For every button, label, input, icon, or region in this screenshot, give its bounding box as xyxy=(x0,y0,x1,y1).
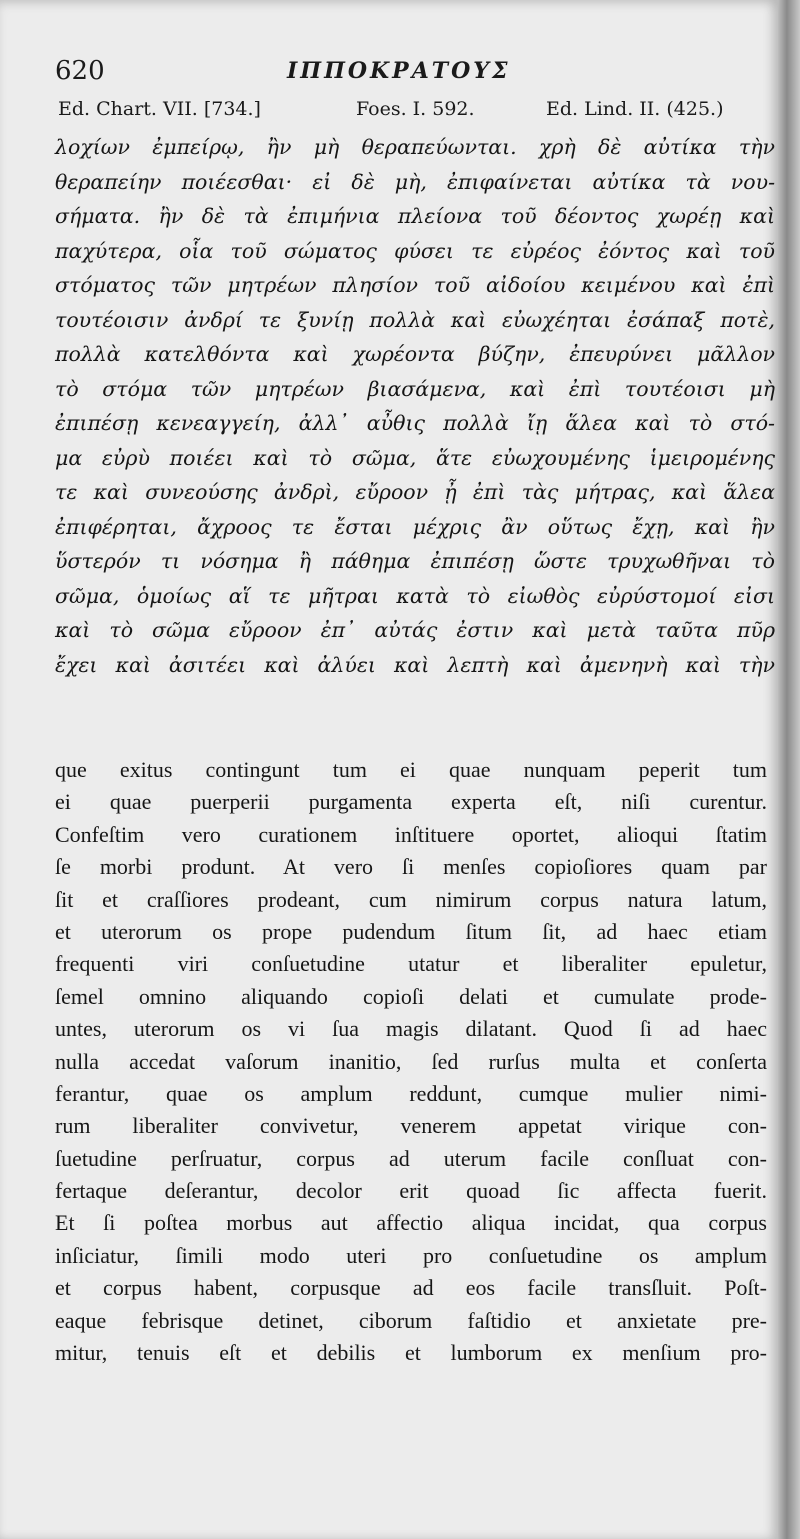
latin-line: inſiciatur, ſimili modo uteri pro conſuetudine os amplum xyxy=(55,1242,767,1268)
greek-line: στόματος τῶν μητρέων πλησίον τοῦ αἰδοίου κειμένου καὶ ἐπὶ xyxy=(55,273,775,297)
latin-line: Et ſi poſtea morbus aut affectio aliqua incidat, qua corpus xyxy=(55,1210,767,1236)
greek-line: ἐπιπέσῃ κενεαγγείη, ἀλλ᾽ αὖθις πολλὰ ἴῃ ἅλεα καὶ τὸ στό- xyxy=(55,411,775,435)
greek-line: σῶμα, ὁμοίως αἵ τε μῆτραι κατὰ τὸ εἰωθὸς εὐρύστομοί εἰσι xyxy=(55,583,775,608)
latin-line: ſemel omnino aliquando copioſi delati et cumulate prode- xyxy=(55,983,767,1009)
greek-line: σήματα. ἢν δὲ τὰ ἐπιμήνια πλείονα τοῦ δέοντος χωρέῃ καὶ xyxy=(55,204,775,228)
greek-line: ὕστερόν τι νόσημα ἢ πάθημα ἐπιπέσῃ ὥστε τρυχωθῆναι τὸ xyxy=(55,549,775,573)
greek-line: ἐπιφέρηται, ἄχροος τε ἔσται μέχρις ἂν οὕτως ἔχῃ, καὶ ἢν xyxy=(55,514,775,539)
greek-line: λοχίων ἐμπείρῳ, ἢν μὴ θεραπεύωνται. χρὴ δὲ αὐτίκα τὴν xyxy=(55,135,775,159)
greek-line: πολλὰ κατελθόντα καὶ χωρέοντα βύζην, ἐπευρύνει μᾶλλον xyxy=(55,342,775,366)
greek-line: θεραπείην ποιέεσθαι· εἰ δὲ μὴ, ἐπιφαίνεται αὐτίκα τὰ νου- xyxy=(55,169,775,194)
greek-line: τὸ στόμα τῶν μητρέων βιασάμενα, καὶ ἐπὶ τουτέοισι μὴ xyxy=(55,376,775,401)
edition-references xyxy=(58,98,778,128)
latin-line: ferantur, quae os amplum reddunt, cumque mulier nimi- xyxy=(55,1080,767,1106)
greek-line: ἔχει καὶ ἀσιτέει καὶ ἀλύει καὶ λεπτὴ καὶ ἀμενηνὴ καὶ τὴν xyxy=(55,652,775,677)
latin-line: et corpus habent, corpusque ad eos facile transſluit. Poſt- xyxy=(55,1275,767,1301)
running-head xyxy=(55,56,745,96)
latin-line: que exitus contingunt tum ei quae nunquam peperit tum xyxy=(55,757,767,782)
latin-line: ſuetudine perſruatur, corpus ad uterum facile conſluat con- xyxy=(55,1145,767,1171)
greek-line: τουτέοισιν ἀνδρί τε ξυνίῃ πολλὰ καὶ εὐωχέηται ἐσάπαξ ποτὲ, xyxy=(55,307,775,332)
latin-line: ſit et craſſiores prodeant, cum nimirum corpus natura latum, xyxy=(55,886,767,912)
greek-line: καὶ τὸ σῶμα εὔροον ἐπ᾽ αὐτάς ἐστιν καὶ μετὰ ταῦτα πῦρ xyxy=(55,618,775,642)
latin-line: Confeſtim vero curationem inſtituere oportet, alioqui ſtatim xyxy=(55,821,767,847)
greek-line: μα εὐρὺ ποιέει καὶ τὸ σῶμα, ἅτε εὐωχουμένης ἱμειρομένης xyxy=(55,445,775,470)
latin-line: nulla accedat vaſorum inanitio, ſed rurſus multa et conſerta xyxy=(55,1048,767,1074)
latin-line: mitur, tenuis eſt et debilis et lumborum ex menſium pro- xyxy=(55,1340,767,1366)
book-gutter xyxy=(778,0,800,1539)
chartier-edition-ref: Ed. Chart. VII. [734.] xyxy=(58,98,261,120)
greek-line: τε καὶ συνεούσης ἀνδρὶ, εὔροον ᾖ ἐπὶ τὰς μήτρας, καὶ ἅλεα xyxy=(55,480,775,504)
latin-line: frequenti viri conſuetudine utatur et liberaliter epuletur, xyxy=(55,951,767,977)
latin-line: untes, uterorum os vi ſua magis dilatant. Quod ſi ad haec xyxy=(55,1016,767,1042)
latin-line: eaque febrisque detinet, ciborum faſtidio et anxietate pre- xyxy=(55,1307,767,1333)
latin-line: rum liberaliter convivetur, venerem appetat virique con- xyxy=(55,1113,767,1139)
latin-line: ei quae puerperii purgamenta experta eſt, niſi curentur. xyxy=(55,789,767,815)
latin-line: et uterorum os prope pudendum ſitum ſit, ad haec etiam xyxy=(55,918,767,944)
page-number: 620 xyxy=(55,56,105,86)
latin-line: ſe morbi produnt. At vero ſi menſes copioſiores quam par xyxy=(55,854,767,880)
running-title: ΙΠΠΟΚΡΑΤΟΥΣ xyxy=(287,58,511,84)
greek-text-block xyxy=(55,130,775,682)
greek-line: παχύτερα, οἷα τοῦ σώματος φύσει τε εὐρέος ἐόντος καὶ τοῦ xyxy=(55,238,775,263)
latin-line: fertaque deſerantur, decolor erit quoad ſic affecta fuerit. xyxy=(55,1178,767,1204)
latin-text-block xyxy=(55,754,767,1369)
linden-edition-ref: Ed. Lind. II. (425.) xyxy=(546,98,724,120)
foes-edition-ref: Foes. I. 592. xyxy=(356,98,475,120)
